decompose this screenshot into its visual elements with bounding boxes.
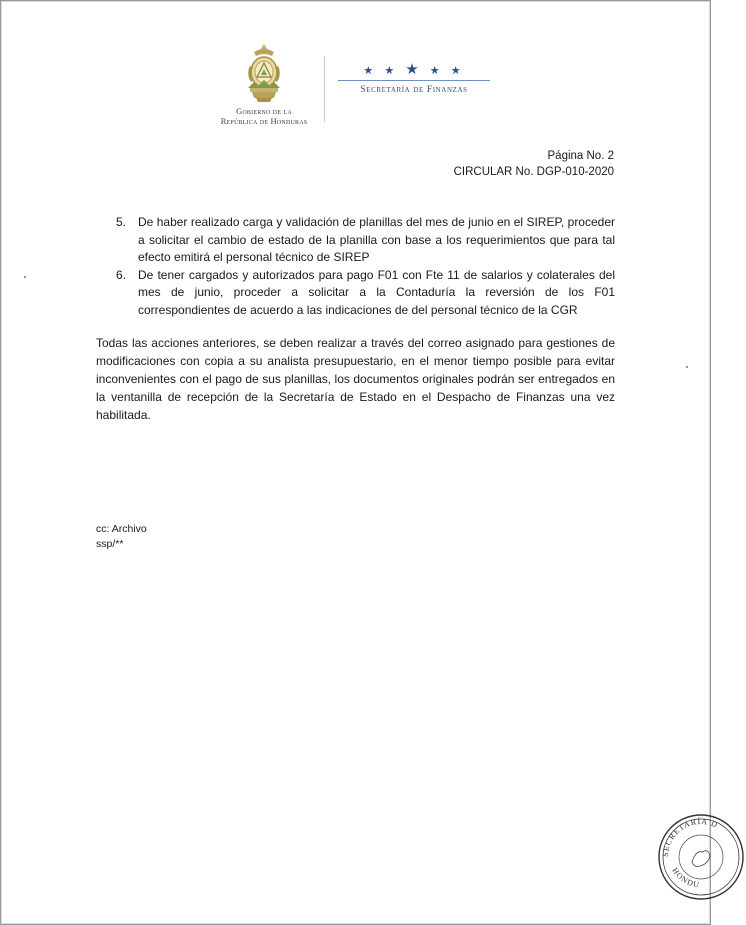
stamp-top-text: SECRETARÍA D bbox=[660, 816, 720, 858]
star-icon: ★ ★ bbox=[363, 65, 399, 77]
stamp-bottom-text: HONDU bbox=[670, 866, 701, 890]
gov-line-1: Gobierno de la bbox=[236, 106, 292, 116]
cc-line: cc: Archivo bbox=[96, 523, 147, 535]
secretaria-block bbox=[334, 61, 494, 95]
page-reference bbox=[454, 148, 614, 180]
stars-row bbox=[334, 61, 494, 78]
government-name bbox=[200, 106, 328, 126]
official-stamp bbox=[656, 812, 746, 902]
secretaria-name: Secretaría de Finanzas bbox=[360, 85, 468, 95]
body-paragraph: Todas las acciones anteriores, se deben realizar a través del correo asignado para gestiones de modificaciones con copia a su analista presupuestario, en el menor tiempo posible para evitar inconvenientes con el pago de sus planillas, los documentos originales podrán ser entregados en la ventanilla de recepción de la Secretaría de Estado en el Despacho de Finanzas una vez habilitada. bbox=[96, 336, 615, 422]
item-text: De haber realizado carga y validación de planillas del mes de junio en el SIREP, proceder a solicitar el cambio de estado de la planilla con base a los requerimientos que para tal efecto emitirá el personal técnico de SIREP bbox=[138, 215, 615, 264]
coat-of-arms-icon bbox=[240, 42, 288, 104]
item-number: 6. bbox=[116, 267, 127, 282]
gov-line-2: República de Honduras bbox=[220, 116, 308, 126]
page-number: Página No. 2 bbox=[547, 150, 614, 162]
circular-number: CIRCULAR No. DGP-010-2020 bbox=[453, 166, 614, 178]
letterhead bbox=[200, 42, 520, 132]
star-icon: ★ bbox=[405, 61, 423, 78]
initials-line: ssp/** bbox=[96, 538, 124, 550]
item-number: 5. bbox=[116, 215, 127, 229]
government-block bbox=[200, 42, 328, 126]
header-divider bbox=[324, 56, 325, 122]
cc-block bbox=[96, 522, 147, 552]
list-item bbox=[116, 267, 615, 320]
scan-speck bbox=[686, 366, 688, 368]
svg-text:HONDU bbox=[670, 866, 700, 889]
svg-text:SECRETARÍA D bbox=[661, 816, 720, 857]
secretaria-rule bbox=[338, 80, 490, 81]
star-icon: ★ ★ bbox=[429, 65, 465, 77]
item-text: De tener cargados y autorizados para pago F01 con Fte 11 de salarios y colaterales del mes de junio, proceder a solicitar a la Contaduría la reversión de los F01 correspondientes de acuerdo a las indicaciones de del personal técnico de la CGR bbox=[138, 267, 615, 317]
list-item bbox=[116, 214, 615, 267]
scan-speck bbox=[24, 276, 26, 278]
instruction-list bbox=[116, 214, 615, 319]
